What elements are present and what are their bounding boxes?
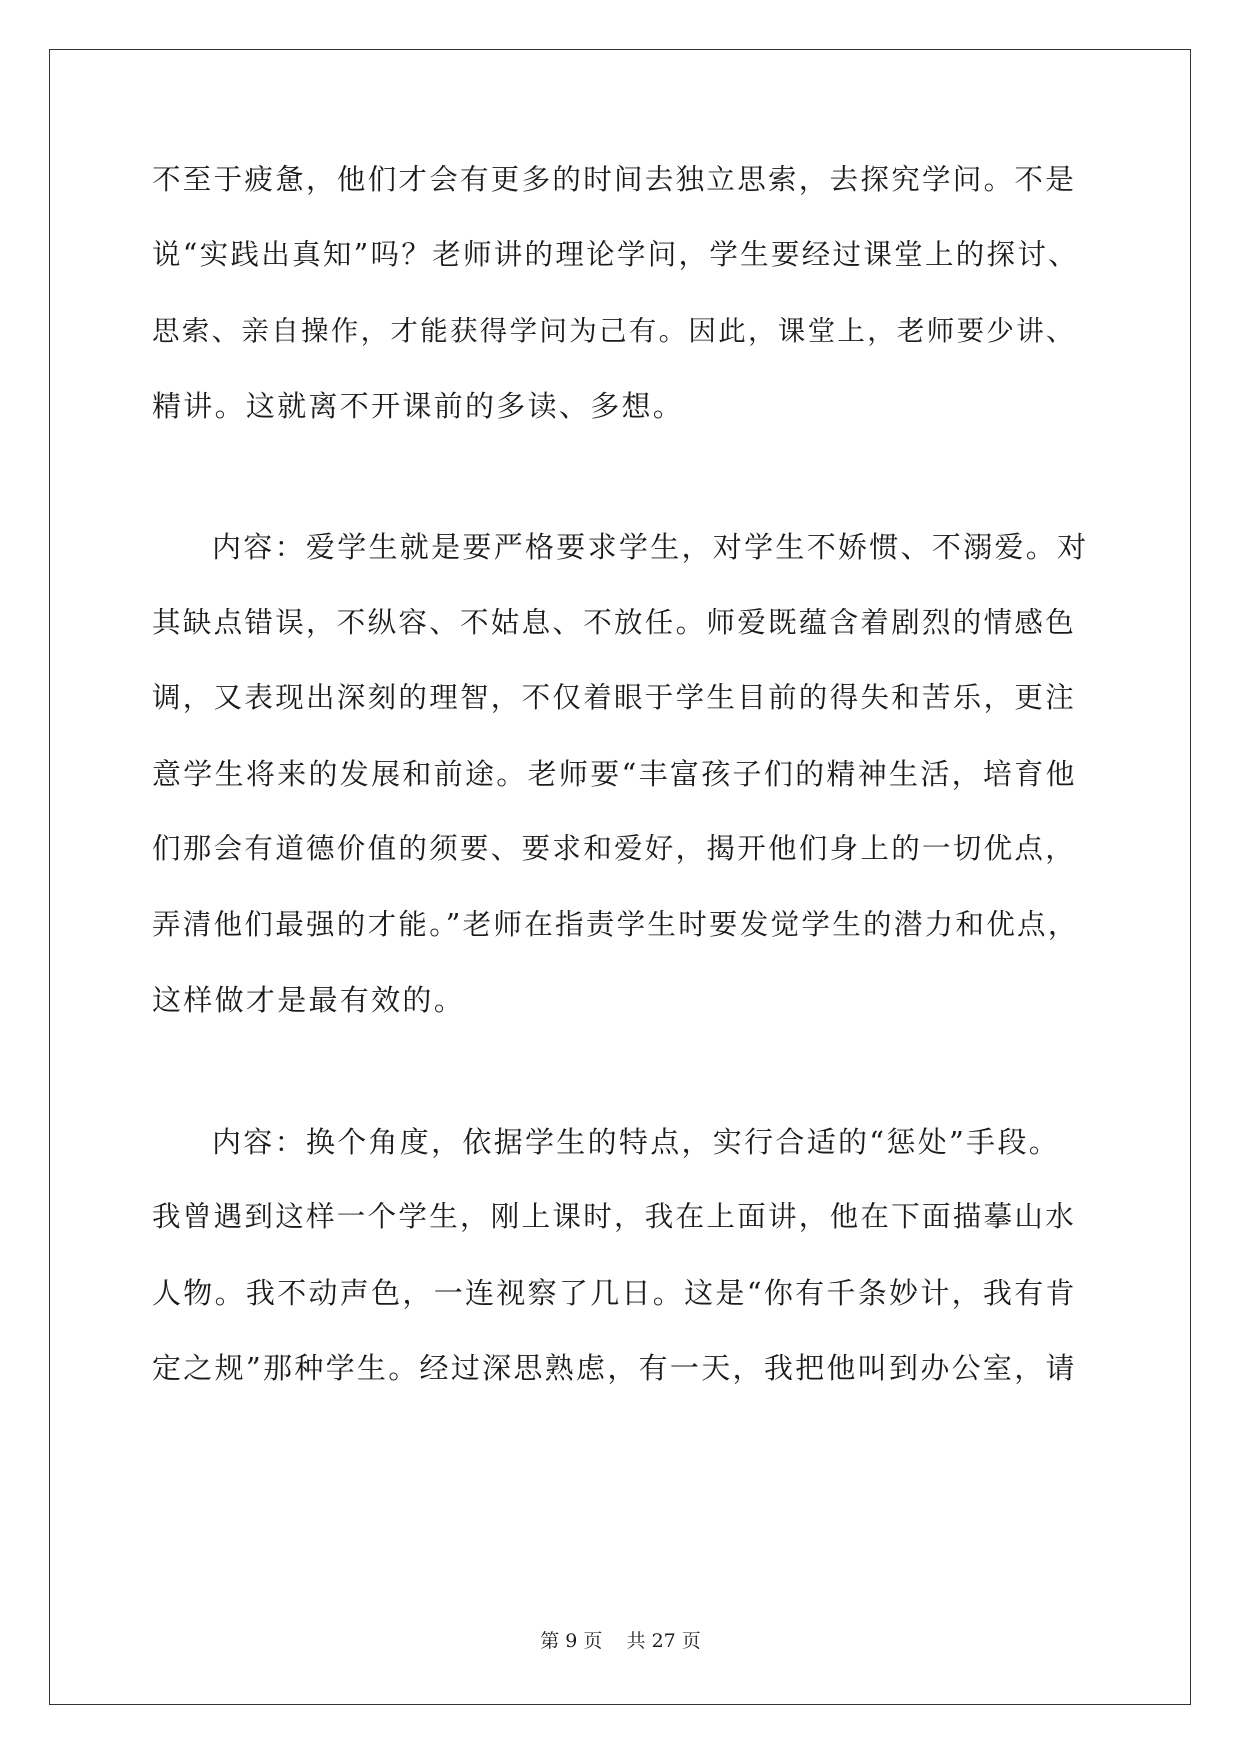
text-line: 弄清他们最强的才能。”老师在指责学生时要发觉学生的潜力和优点， [152,908,1079,941]
page-number-footer: 第 9 页 共 27 页 [540,1630,701,1652]
text-line: 思索、亲自操作，才能获得学问为己有。因此，课堂上，老师要少讲、 [152,315,1076,347]
text-line: 意学生将来的发展和前途。老师要“丰富孩子们的精神生活，培育他 [152,757,1077,791]
text-line: 精讲。这就离不开课前的多读、多想。 [152,389,685,423]
text-line: 其缺点错误，不纵容、不姑息、不放任。师爱既蕴含着剧烈的情感色 [152,606,1077,639]
text-line: 调，又表现出深刻的理智，不仅着眼于学生目前的得失和苦乐，更注 [152,681,1077,714]
text-line: 定之规”那种学生。经过深思熟虑，有一天，我把他叫到办公室，请 [152,1351,1077,1385]
text-line: 这样做才是最有效的。 [152,983,466,1017]
text-line: 内容：换个角度，依据学生的特点，实行合适的“惩处”手段。 [212,1125,1061,1159]
text-line: 说“实践出真知”吗？老师讲的理论学问，学生要经过课堂上的探讨、 [152,238,1079,271]
text-line: 内容：爱学生就是要严格要求学生，对学生不娇惯、不溺爱。对 [212,530,1089,564]
page-border [49,49,1191,1705]
text-line: 不至于疲惫，他们才会有更多的时间去独立思索，去探究学问。不是 [152,163,1077,196]
text-line: 我曾遇到这样一个学生，刚上课时，我在上面讲，他在下面描摹山水 [152,1200,1077,1233]
text-line: 们那会有道德价值的须要、要求和爱好，揭开他们身上的一切优点， [152,832,1077,865]
text-line: 人物。我不动声色，一连视察了几日。这是“你有千条妙计，我有肯 [152,1276,1077,1310]
